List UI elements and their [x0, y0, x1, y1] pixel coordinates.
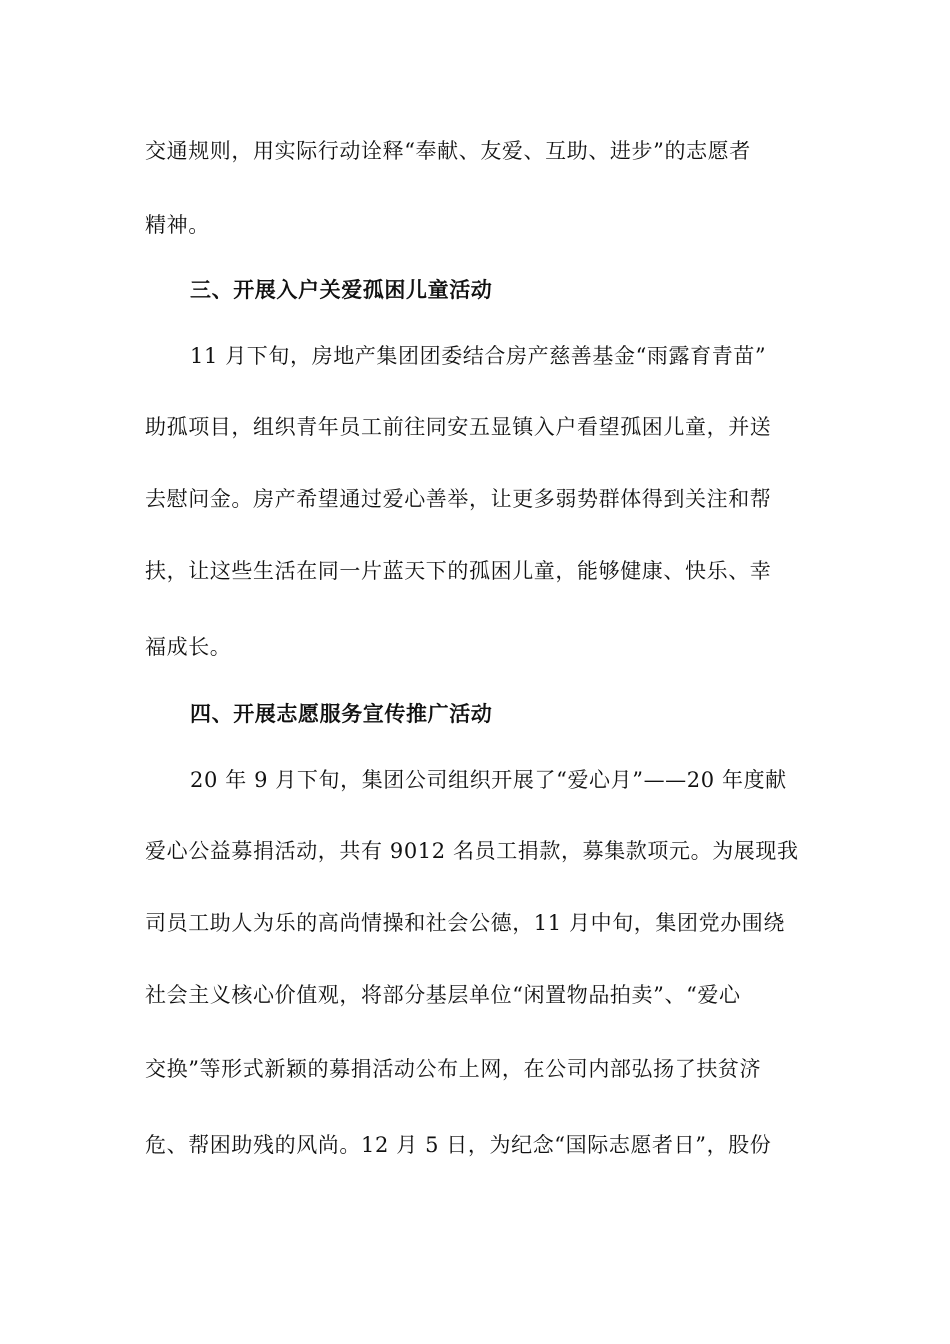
paragraph-line: 爱心公益募捐活动，共有 9012 名员工捐款，募集款项元。为展现我	[145, 839, 799, 863]
paragraph-line: 20 年 9 月下旬，集团公司组织开展了“爱心月”——20 年度献	[190, 768, 787, 792]
section-heading: 三、开展入户关爱孤困儿童活动	[190, 277, 493, 302]
paragraph-line: 危、帮困助残的风尚。12 月 5 日，为纪念“国际志愿者日”，股份	[145, 1133, 772, 1157]
paragraph-line: 11 月下旬，房地产集团团委结合房产慈善基金“雨露育青苗”	[190, 344, 767, 368]
paragraph-line: 交通规则，用实际行动诠释“奉献、友爱、互助、进步”的志愿者	[145, 139, 751, 163]
paragraph-line: 司员工助人为乐的高尚情操和社会公德，11 月中旬，集团党办围绕	[145, 911, 785, 935]
paragraph-line: 社会主义核心价值观，将部分基层单位“闲置物品拍卖”、“爱心	[145, 983, 741, 1007]
section-heading: 四、开展志愿服务宣传推广活动	[190, 701, 493, 726]
paragraph-line: 福成长。	[145, 635, 232, 659]
paragraph-line: 交换”等形式新颖的募捐活动公布上网，在公司内部弘扬了扶贫济	[145, 1057, 762, 1081]
paragraph-line: 助孤项目，组织青年员工前往同安五显镇入户看望孤困儿童，并送	[145, 415, 772, 439]
paragraph-line: 扶，让这些生活在同一片蓝天下的孤困儿童，能够健康、快乐、幸	[145, 559, 772, 583]
paragraph-line: 去慰问金。房产希望通过爱心善举，让更多弱势群体得到关注和帮	[145, 487, 772, 511]
paragraph-line: 精神。	[145, 213, 210, 237]
